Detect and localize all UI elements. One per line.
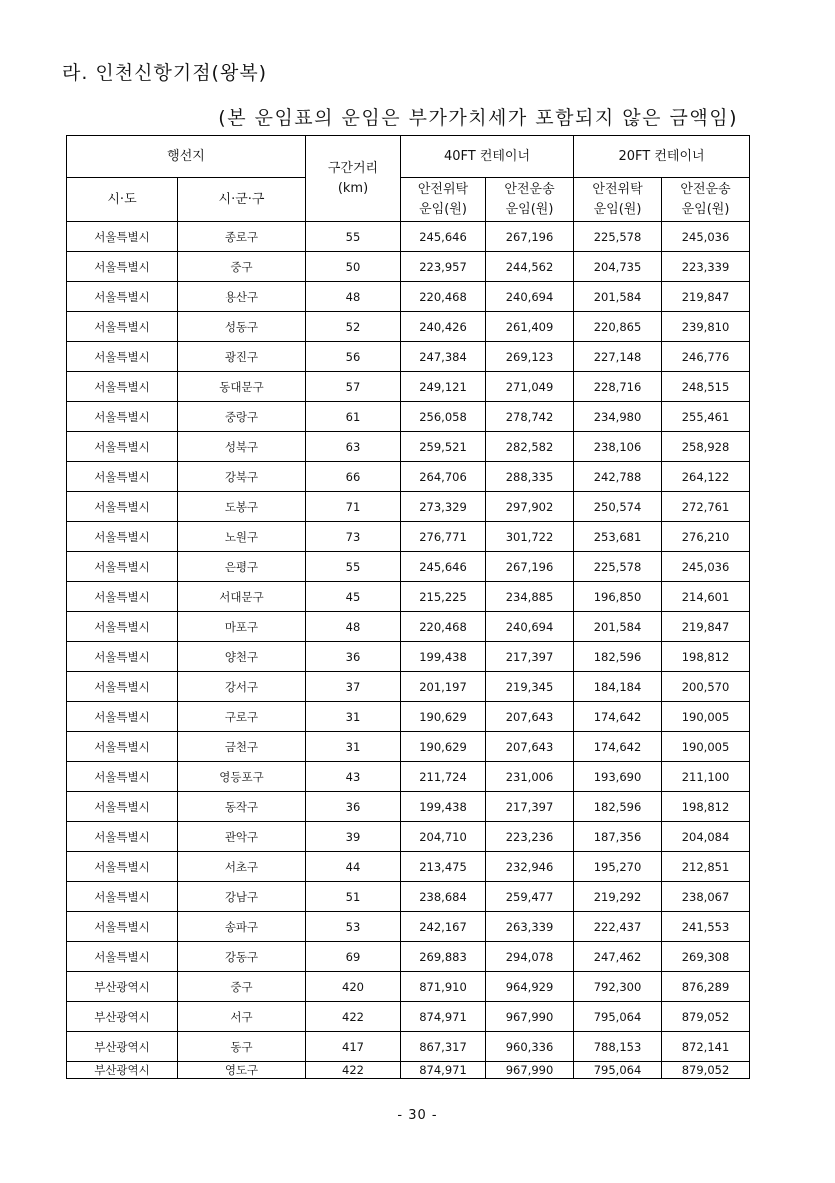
cell-20ft-commission-rate: 193,690	[574, 762, 662, 792]
header-container-40ft: 40FT 컨테이너	[401, 136, 574, 178]
cell-distance-km: 55	[306, 552, 401, 582]
cell-40ft-transport-rate: 240,694	[486, 612, 574, 642]
header-container-20ft: 20FT 컨테이너	[574, 136, 750, 178]
table-row	[67, 312, 750, 342]
cell-20ft-transport-rate: 245,036	[662, 552, 750, 582]
cell-20ft-commission-rate: 225,578	[574, 222, 662, 252]
cell-40ft-transport-rate: 217,397	[486, 642, 574, 672]
table-header	[67, 136, 750, 222]
header-commission-line2: 운임(원)	[593, 201, 642, 217]
cell-city: 서울특별시	[67, 492, 178, 522]
cell-district: 성북구	[178, 432, 306, 462]
cell-20ft-commission-rate: 219,292	[574, 882, 662, 912]
cell-40ft-commission-rate: 264,706	[401, 462, 486, 492]
cell-40ft-commission-rate: 276,771	[401, 522, 486, 552]
cell-20ft-transport-rate: 198,812	[662, 642, 750, 672]
cell-distance-km: 63	[306, 432, 401, 462]
cell-20ft-transport-rate: 276,210	[662, 522, 750, 552]
page-number: - 30 -	[397, 1108, 438, 1123]
cell-40ft-transport-rate: 207,643	[486, 732, 574, 762]
cell-distance-km: 71	[306, 492, 401, 522]
cell-40ft-commission-rate: 199,438	[401, 792, 486, 822]
cell-distance-km: 43	[306, 762, 401, 792]
cell-40ft-transport-rate: 267,196	[486, 222, 574, 252]
cell-40ft-transport-rate: 301,722	[486, 522, 574, 552]
cell-district: 서초구	[178, 852, 306, 882]
cell-20ft-commission-rate: 182,596	[574, 792, 662, 822]
cell-20ft-commission-rate: 201,584	[574, 612, 662, 642]
table-row	[67, 552, 750, 582]
table-row	[67, 942, 750, 972]
cell-40ft-commission-rate: 871,910	[401, 972, 486, 1002]
cell-district: 영등포구	[178, 762, 306, 792]
cell-distance-km: 36	[306, 642, 401, 672]
cell-20ft-commission-rate: 238,106	[574, 432, 662, 462]
cell-20ft-commission-rate: 225,578	[574, 552, 662, 582]
cell-city: 부산광역시	[67, 1032, 178, 1062]
cell-20ft-transport-rate: 872,141	[662, 1032, 750, 1062]
cell-20ft-commission-rate: 792,300	[574, 972, 662, 1002]
table-row	[67, 852, 750, 882]
cell-city: 서울특별시	[67, 672, 178, 702]
table-row	[67, 492, 750, 522]
cell-distance-km: 422	[306, 1002, 401, 1032]
cell-city: 서울특별시	[67, 552, 178, 582]
cell-40ft-transport-rate: 259,477	[486, 882, 574, 912]
cell-distance-km: 417	[306, 1032, 401, 1062]
cell-20ft-transport-rate: 245,036	[662, 222, 750, 252]
cell-city: 서울특별시	[67, 522, 178, 552]
cell-district: 관악구	[178, 822, 306, 852]
cell-city: 서울특별시	[67, 222, 178, 252]
cell-distance-km: 69	[306, 942, 401, 972]
cell-district: 중랑구	[178, 402, 306, 432]
header-distance-line2: (km)	[337, 180, 369, 196]
cell-40ft-transport-rate: 297,902	[486, 492, 574, 522]
cell-district: 강북구	[178, 462, 306, 492]
cell-40ft-commission-rate: 867,317	[401, 1032, 486, 1062]
cell-20ft-transport-rate: 223,339	[662, 252, 750, 282]
cell-20ft-commission-rate: 220,865	[574, 312, 662, 342]
cell-40ft-commission-rate: 245,646	[401, 552, 486, 582]
cell-20ft-commission-rate: 253,681	[574, 522, 662, 552]
cell-distance-km: 53	[306, 912, 401, 942]
cell-40ft-transport-rate: 278,742	[486, 402, 574, 432]
table-row	[67, 1002, 750, 1032]
table-row	[67, 882, 750, 912]
cell-district: 노원구	[178, 522, 306, 552]
cell-20ft-commission-rate: 196,850	[574, 582, 662, 612]
cell-20ft-transport-rate: 241,553	[662, 912, 750, 942]
cell-city: 서울특별시	[67, 252, 178, 282]
header-40ft-transport-rate	[486, 178, 574, 222]
cell-20ft-commission-rate: 795,064	[574, 1002, 662, 1032]
cell-20ft-transport-rate: 246,776	[662, 342, 750, 372]
cell-40ft-transport-rate: 964,929	[486, 972, 574, 1002]
cell-city: 부산광역시	[67, 1062, 178, 1079]
cell-40ft-transport-rate: 217,397	[486, 792, 574, 822]
cell-20ft-commission-rate: 174,642	[574, 702, 662, 732]
table-row	[67, 252, 750, 282]
cell-20ft-commission-rate: 234,980	[574, 402, 662, 432]
cell-40ft-commission-rate: 238,684	[401, 882, 486, 912]
cell-distance-km: 48	[306, 282, 401, 312]
cell-20ft-commission-rate: 187,356	[574, 822, 662, 852]
cell-20ft-transport-rate: 879,052	[662, 1002, 750, 1032]
cell-city: 서울특별시	[67, 762, 178, 792]
cell-40ft-commission-rate: 256,058	[401, 402, 486, 432]
header-commission-line1: 안전위탁	[592, 181, 643, 197]
cell-20ft-transport-rate: 255,461	[662, 402, 750, 432]
header-distance-line1: 구간거리	[327, 160, 379, 176]
cell-40ft-transport-rate: 271,049	[486, 372, 574, 402]
cell-distance-km: 56	[306, 342, 401, 372]
cell-city: 서울특별시	[67, 282, 178, 312]
cell-distance-km: 50	[306, 252, 401, 282]
cell-20ft-transport-rate: 239,810	[662, 312, 750, 342]
cell-20ft-transport-rate: 258,928	[662, 432, 750, 462]
cell-20ft-commission-rate: 204,735	[574, 252, 662, 282]
cell-40ft-transport-rate: 234,885	[486, 582, 574, 612]
cell-district: 강서구	[178, 672, 306, 702]
cell-city: 서울특별시	[67, 402, 178, 432]
table-row	[67, 282, 750, 312]
cell-district: 종로구	[178, 222, 306, 252]
cell-20ft-commission-rate: 182,596	[574, 642, 662, 672]
cell-district: 금천구	[178, 732, 306, 762]
table-body	[67, 222, 750, 1079]
cell-city: 서울특별시	[67, 312, 178, 342]
cell-20ft-commission-rate: 795,064	[574, 1062, 662, 1079]
cell-city: 서울특별시	[67, 702, 178, 732]
cell-city: 서울특별시	[67, 372, 178, 402]
cell-20ft-transport-rate: 272,761	[662, 492, 750, 522]
cell-20ft-commission-rate: 227,148	[574, 342, 662, 372]
table-row	[67, 732, 750, 762]
cell-40ft-commission-rate: 211,724	[401, 762, 486, 792]
cell-20ft-transport-rate: 214,601	[662, 582, 750, 612]
cell-city: 서울특별시	[67, 642, 178, 672]
cell-40ft-commission-rate: 874,971	[401, 1062, 486, 1079]
cell-40ft-transport-rate: 219,345	[486, 672, 574, 702]
cell-distance-km: 51	[306, 882, 401, 912]
cell-40ft-commission-rate: 213,475	[401, 852, 486, 882]
cell-20ft-transport-rate: 190,005	[662, 732, 750, 762]
cell-district: 성동구	[178, 312, 306, 342]
cell-city: 부산광역시	[67, 1002, 178, 1032]
header-destination: 행선지	[67, 136, 306, 178]
cell-district: 동대문구	[178, 372, 306, 402]
cell-40ft-transport-rate: 223,236	[486, 822, 574, 852]
cell-distance-km: 48	[306, 612, 401, 642]
cell-district: 용산구	[178, 282, 306, 312]
cell-district: 도봉구	[178, 492, 306, 522]
cell-district: 중구	[178, 252, 306, 282]
cell-distance-km: 52	[306, 312, 401, 342]
cell-district: 영도구	[178, 1062, 306, 1079]
header-commission-line1: 안전위탁	[417, 181, 469, 197]
cell-district: 구로구	[178, 702, 306, 732]
cell-distance-km: 57	[306, 372, 401, 402]
cell-district: 송파구	[178, 912, 306, 942]
cell-distance-km: 420	[306, 972, 401, 1002]
table-row	[67, 972, 750, 1002]
cell-20ft-transport-rate: 269,308	[662, 942, 750, 972]
cell-distance-km: 45	[306, 582, 401, 612]
cell-20ft-transport-rate: 212,851	[662, 852, 750, 882]
cell-40ft-commission-rate: 190,629	[401, 702, 486, 732]
cell-40ft-transport-rate: 282,582	[486, 432, 574, 462]
cell-40ft-transport-rate: 263,339	[486, 912, 574, 942]
cell-distance-km: 422	[306, 1062, 401, 1079]
cell-20ft-commission-rate: 195,270	[574, 852, 662, 882]
cell-40ft-commission-rate: 259,521	[401, 432, 486, 462]
table-row	[67, 402, 750, 432]
cell-20ft-commission-rate: 247,462	[574, 942, 662, 972]
cell-distance-km: 55	[306, 222, 401, 252]
cell-40ft-commission-rate: 240,426	[401, 312, 486, 342]
cell-20ft-commission-rate: 788,153	[574, 1032, 662, 1062]
table-row	[67, 912, 750, 942]
cell-20ft-transport-rate: 219,847	[662, 282, 750, 312]
vat-note: (본 운임표의 운임은 부가가치세가 포함되지 않은 금액임)	[218, 107, 738, 129]
cell-district: 양천구	[178, 642, 306, 672]
cell-district: 은평구	[178, 552, 306, 582]
cell-40ft-commission-rate: 273,329	[401, 492, 486, 522]
cell-20ft-commission-rate: 201,584	[574, 282, 662, 312]
cell-distance-km: 36	[306, 792, 401, 822]
cell-20ft-commission-rate: 250,574	[574, 492, 662, 522]
cell-40ft-commission-rate: 190,629	[401, 732, 486, 762]
cell-20ft-transport-rate: 198,812	[662, 792, 750, 822]
cell-40ft-commission-rate: 249,121	[401, 372, 486, 402]
cell-city: 서울특별시	[67, 612, 178, 642]
table-row	[67, 702, 750, 732]
cell-40ft-commission-rate: 874,971	[401, 1002, 486, 1032]
cell-40ft-commission-rate: 245,646	[401, 222, 486, 252]
table-row	[67, 222, 750, 252]
cell-40ft-transport-rate: 288,335	[486, 462, 574, 492]
cell-distance-km: 61	[306, 402, 401, 432]
cell-40ft-commission-rate: 199,438	[401, 642, 486, 672]
cell-district: 동구	[178, 1032, 306, 1062]
cell-district: 마포구	[178, 612, 306, 642]
cell-distance-km: 44	[306, 852, 401, 882]
cell-20ft-transport-rate: 264,122	[662, 462, 750, 492]
cell-city: 서울특별시	[67, 942, 178, 972]
cell-40ft-transport-rate: 960,336	[486, 1032, 574, 1062]
table-row	[67, 642, 750, 672]
cell-40ft-transport-rate: 232,946	[486, 852, 574, 882]
cell-40ft-transport-rate: 294,078	[486, 942, 574, 972]
table-row	[67, 522, 750, 552]
section-title: 라. 인천신항기점(왕복)	[62, 62, 268, 84]
header-40ft-commission-rate	[401, 178, 486, 222]
cell-40ft-commission-rate: 223,957	[401, 252, 486, 282]
cell-20ft-transport-rate: 238,067	[662, 882, 750, 912]
cell-city: 부산광역시	[67, 972, 178, 1002]
cell-40ft-transport-rate: 967,990	[486, 1062, 574, 1079]
cell-distance-km: 31	[306, 702, 401, 732]
table-row	[67, 1032, 750, 1062]
cell-40ft-transport-rate: 267,196	[486, 552, 574, 582]
cell-20ft-transport-rate: 876,289	[662, 972, 750, 1002]
header-district: 시·군·구	[178, 178, 306, 222]
header-20ft-commission-rate	[574, 178, 662, 222]
table-row	[67, 1062, 750, 1079]
header-transport-line1: 안전운송	[504, 181, 555, 197]
cell-city: 서울특별시	[67, 462, 178, 492]
cell-city: 서울특별시	[67, 582, 178, 612]
header-transport-line2: 운임(원)	[505, 201, 554, 217]
cell-city: 서울특별시	[67, 822, 178, 852]
cell-district: 서구	[178, 1002, 306, 1032]
table-row	[67, 372, 750, 402]
header-transport-line1: 안전운송	[680, 181, 731, 197]
cell-40ft-commission-rate: 247,384	[401, 342, 486, 372]
cell-district: 강동구	[178, 942, 306, 972]
cell-40ft-commission-rate: 204,710	[401, 822, 486, 852]
cell-20ft-commission-rate: 242,788	[574, 462, 662, 492]
cell-district: 동작구	[178, 792, 306, 822]
cell-20ft-commission-rate: 184,184	[574, 672, 662, 702]
cell-distance-km: 37	[306, 672, 401, 702]
cell-20ft-commission-rate: 228,716	[574, 372, 662, 402]
cell-20ft-transport-rate: 200,570	[662, 672, 750, 702]
cell-40ft-transport-rate: 240,694	[486, 282, 574, 312]
cell-district: 서대문구	[178, 582, 306, 612]
table-row	[67, 462, 750, 492]
cell-district: 중구	[178, 972, 306, 1002]
cell-40ft-transport-rate: 269,123	[486, 342, 574, 372]
cell-20ft-transport-rate: 211,100	[662, 762, 750, 792]
cell-40ft-commission-rate: 269,883	[401, 942, 486, 972]
cell-40ft-transport-rate: 244,562	[486, 252, 574, 282]
cell-city: 서울특별시	[67, 792, 178, 822]
cell-40ft-commission-rate: 220,468	[401, 282, 486, 312]
cell-20ft-transport-rate: 219,847	[662, 612, 750, 642]
cell-40ft-transport-rate: 207,643	[486, 702, 574, 732]
header-commission-line2: 운임(원)	[419, 201, 467, 217]
cell-city: 서울특별시	[67, 432, 178, 462]
header-20ft-transport-rate	[662, 178, 750, 222]
cell-20ft-transport-rate: 879,052	[662, 1062, 750, 1079]
cell-20ft-commission-rate: 174,642	[574, 732, 662, 762]
cell-distance-km: 31	[306, 732, 401, 762]
table-row	[67, 612, 750, 642]
cell-district: 강남구	[178, 882, 306, 912]
cell-city: 서울특별시	[67, 732, 178, 762]
cell-distance-km: 39	[306, 822, 401, 852]
cell-40ft-transport-rate: 261,409	[486, 312, 574, 342]
cell-40ft-commission-rate: 220,468	[401, 612, 486, 642]
table-row	[67, 342, 750, 372]
cell-40ft-commission-rate: 215,225	[401, 582, 486, 612]
header-transport-line2: 운임(원)	[681, 201, 730, 217]
table-row	[67, 762, 750, 792]
cell-city: 서울특별시	[67, 852, 178, 882]
header-distance	[306, 136, 401, 222]
cell-distance-km: 66	[306, 462, 401, 492]
table-row	[67, 582, 750, 612]
freight-rate-table	[66, 135, 750, 1079]
cell-40ft-transport-rate: 231,006	[486, 762, 574, 792]
header-city: 시·도	[67, 178, 178, 222]
cell-city: 서울특별시	[67, 912, 178, 942]
cell-city: 서울특별시	[67, 342, 178, 372]
cell-city: 서울특별시	[67, 882, 178, 912]
cell-20ft-transport-rate: 248,515	[662, 372, 750, 402]
table-row	[67, 672, 750, 702]
cell-district: 광진구	[178, 342, 306, 372]
cell-20ft-transport-rate: 204,084	[662, 822, 750, 852]
table-row	[67, 822, 750, 852]
cell-40ft-commission-rate: 242,167	[401, 912, 486, 942]
table-row	[67, 432, 750, 462]
cell-distance-km: 73	[306, 522, 401, 552]
cell-40ft-commission-rate: 201,197	[401, 672, 486, 702]
cell-40ft-transport-rate: 967,990	[486, 1002, 574, 1032]
cell-20ft-transport-rate: 190,005	[662, 702, 750, 732]
table-row	[67, 792, 750, 822]
cell-20ft-commission-rate: 222,437	[574, 912, 662, 942]
